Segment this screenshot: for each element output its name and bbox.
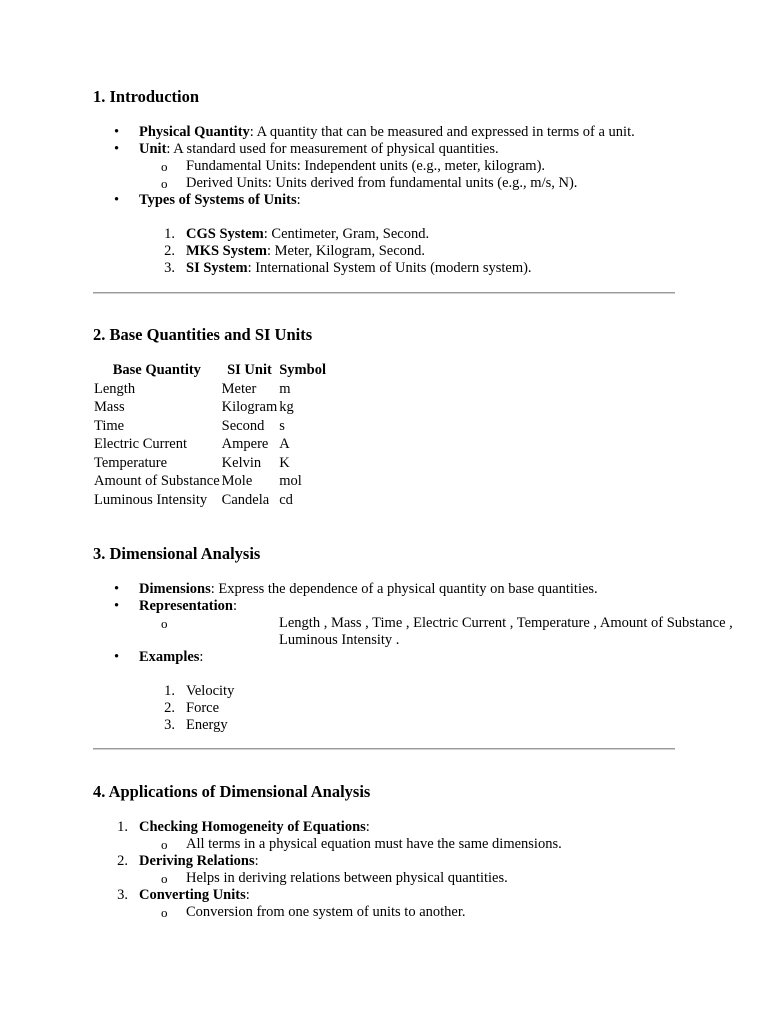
applications-list	[93, 819, 693, 921]
sub-bullet-marker: o	[161, 871, 168, 886]
list-item: • Types of Systems of Units:	[114, 192, 301, 208]
numbered-item: 3. Energy	[164, 717, 228, 733]
table-row: Length Meter m	[94, 380, 291, 397]
term: Checking Homogeneity of Equations	[139, 819, 366, 835]
sub-list-item	[93, 615, 733, 649]
sub-list-item	[93, 158, 693, 175]
bullet-marker: •	[114, 124, 120, 140]
term: CGS System	[186, 226, 264, 242]
sub-bullet-marker: o	[161, 176, 168, 191]
section-heading-introduction: 1. Introduction	[93, 87, 200, 106]
section-divider	[93, 292, 675, 294]
term: Examples	[139, 649, 200, 665]
numbered-item: 1. Velocity	[164, 683, 235, 699]
bullet-marker: •	[114, 581, 120, 597]
list-item: • Dimensions: Express the dependence of a physical quantity on base quantities.	[114, 581, 598, 597]
section-heading-dimensional-analysis: 3. Dimensional Analysis	[93, 544, 261, 563]
derived-units-text: Derived Units: Units derived from fundamental units (e.g., m/s, N).	[186, 175, 578, 191]
numbered-item: 2. MKS System: Meter, Kilogram, Second.	[164, 243, 426, 259]
table-row: Mass Kilogram kg	[94, 399, 294, 415]
numbered-item: 1. CGS System: Centimeter, Gram, Second.	[164, 226, 430, 242]
sub-list-item: o Helps in deriving relations between physical quantities.	[161, 870, 508, 886]
term: MKS System	[186, 243, 267, 259]
column-header: Base Quantity	[112, 362, 201, 378]
sub-bullet-marker: o	[161, 616, 168, 631]
table-row: Electric Current Ampere A	[94, 436, 290, 452]
term: Unit	[139, 141, 167, 157]
column-header: Symbol	[279, 362, 326, 378]
numbered-item: 3. SI System: International System of Units (modern system).	[164, 260, 532, 276]
term: Representation	[139, 598, 233, 614]
term: Converting Units	[139, 887, 246, 903]
numbered-item: 2. Force	[164, 700, 220, 716]
sub-bullet-marker: o	[161, 837, 168, 852]
sub-bullet-marker: o	[161, 159, 168, 174]
dimensional-list	[93, 581, 733, 734]
sub-list-item: o All terms in a physical equation must have the same dimensions.	[161, 836, 562, 852]
list-item	[93, 141, 693, 158]
table-row: Temperature Kelvin K	[94, 454, 290, 471]
section-heading-applications: 4. Applications of Dimensional Analysis	[93, 782, 371, 801]
bullet-marker: •	[114, 141, 120, 157]
base-units-table	[93, 362, 327, 510]
table-row: Amount of Substance Mole mol	[94, 473, 302, 489]
section-heading-base-quantities: 2. Base Quantities and SI Units	[93, 325, 313, 344]
term: Dimensions	[139, 581, 211, 597]
term: Deriving Relations	[139, 853, 255, 869]
section-divider	[93, 748, 675, 750]
definition: : A quantity that can be measured and expressed in terms of a unit.	[249, 124, 635, 140]
list-item: • Representation:	[114, 598, 238, 614]
sub-list-item	[93, 175, 693, 192]
term: Physical Quantity	[139, 124, 250, 140]
column-header: SI Unit	[227, 362, 272, 378]
term: Types of Systems of Units	[139, 192, 297, 208]
term: SI System	[186, 260, 248, 276]
representation-text: Length , Mass , Time , Electric Current , Temperature , Amount of Substance , Luminous Intensity .	[279, 615, 733, 648]
bullet-marker: •	[114, 649, 120, 665]
bullet-marker: •	[114, 192, 120, 208]
table-row: Time Second s	[94, 417, 285, 434]
fundamental-units-text: Fundamental Units: Independent units (e.g., meter, kilogram).	[186, 158, 546, 174]
sub-list-item: o Conversion from one system of units to another.	[161, 904, 466, 920]
intro-list	[93, 124, 693, 277]
list-item	[93, 124, 693, 141]
table-header-row	[93, 362, 327, 381]
bullet-marker: •	[114, 598, 120, 614]
numbered-item: 1. Checking Homogeneity of Equations:	[117, 819, 370, 835]
list-item: • Examples:	[114, 649, 204, 665]
definition: : A standard used for measurement of physical quantities.	[166, 141, 499, 157]
table-row: Luminous Intensity Candela cd	[94, 491, 293, 508]
numbered-item: 3. Converting Units:	[117, 887, 250, 903]
sub-bullet-marker: o	[161, 905, 168, 920]
numbered-item: 2. Deriving Relations:	[117, 853, 259, 869]
